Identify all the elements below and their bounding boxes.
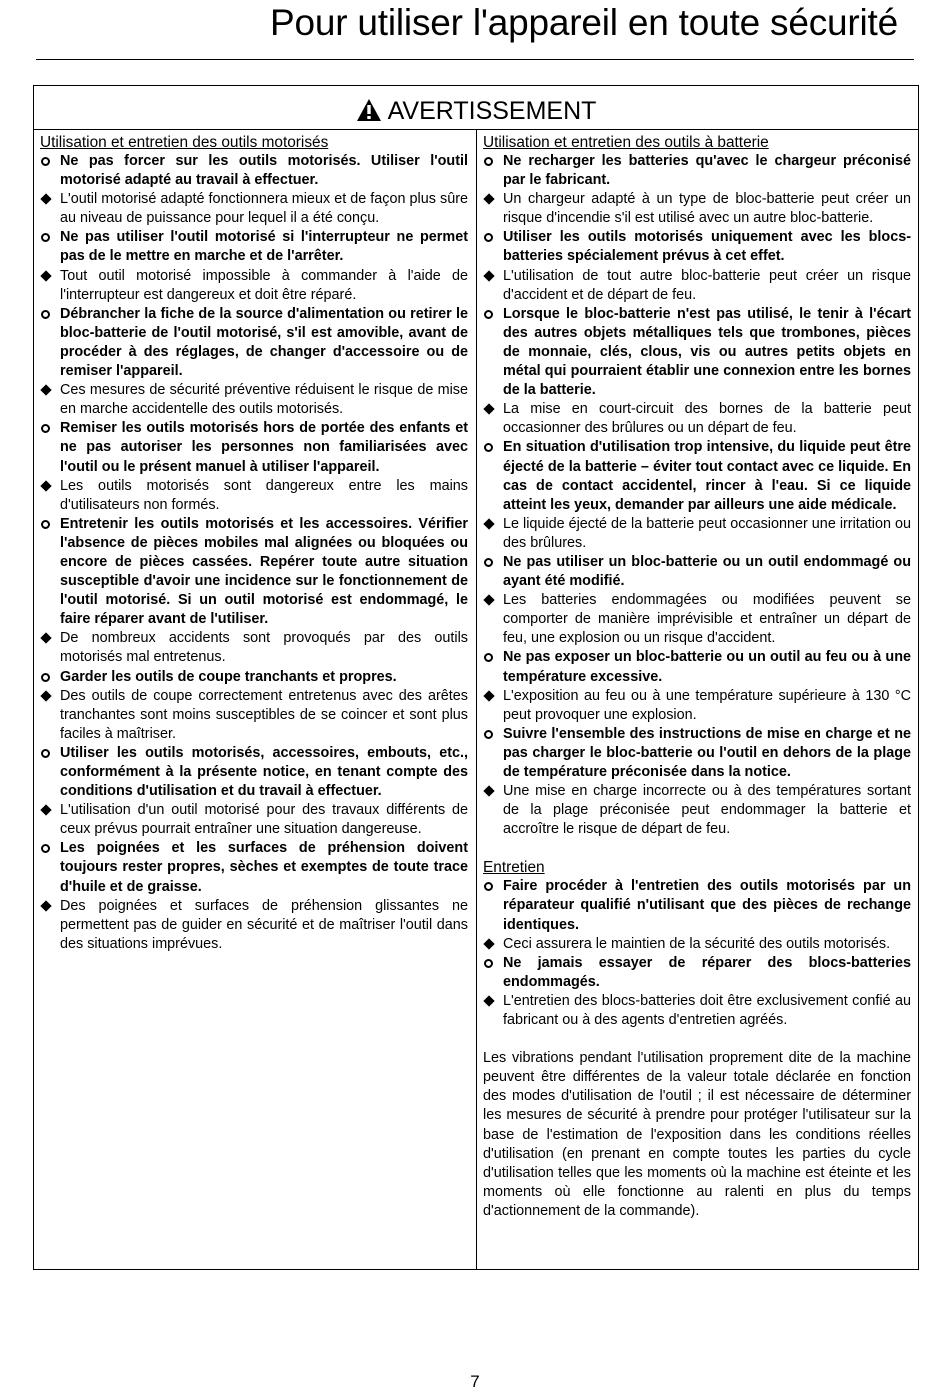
safety-rule-item [483, 305, 911, 400]
diamond-bullet-icon [40, 384, 51, 395]
diamond-bullet-icon [483, 594, 494, 605]
safety-note-item [40, 381, 468, 419]
warning-triangle-icon [356, 96, 382, 132]
circle-bullet-icon [484, 558, 493, 567]
circle-bullet-icon [41, 749, 50, 758]
bullet-symbol [40, 477, 60, 496]
bullet-symbol [483, 725, 503, 745]
item-text: Ne recharger les batteries qu'avec le chargeur préconisé par le fabricant. [503, 153, 911, 189]
section-title-battery-tools: Utilisation et entretien des outils à batterie [483, 134, 769, 151]
circle-bullet-icon [484, 443, 493, 452]
bullet-symbol [40, 381, 60, 400]
bullet-symbol [40, 228, 60, 248]
bullet-symbol [40, 267, 60, 286]
safety-rule-item [483, 954, 911, 992]
title-rule [36, 59, 914, 60]
safety-rule-item [40, 744, 468, 801]
vibration-paragraph: Les vibrations pendant l'utilisation proprement dite de la machine peuvent être différentes de la valeur totale déclarée en fonction des modes d'utilisation de l'outil ; il est nécessaire de déterminer les mesures de sécurité à prendre pour protéger l'utilisateur sur la base de l'estimation de l'exposition dans les conditions réelles d'utilisation (en prenant en compte toutes les parties du cycle d'utilisation telles que les moments où la machine est éteinte et les moments où elle fonctionne au ralenti en plus du temps d'actionnement de la commande). [483, 1050, 911, 1219]
bullet-symbol [483, 515, 503, 534]
safety-note-item [483, 190, 911, 228]
bullet-symbol [483, 782, 503, 801]
item-text: L'entretien des blocs-batteries doit être exclusivement confié au fabricant ou à des agents d'entretien agréés. [503, 992, 911, 1029]
bullet-symbol [483, 228, 503, 248]
safety-note-item [40, 687, 468, 744]
safety-rule-item [40, 419, 468, 476]
item-text: L'utilisation d'un outil motorisé pour des travaux différents de ceux prévus pourrait entraîner une situation dangereuse. [60, 802, 468, 838]
safety-note-item [40, 477, 468, 515]
bullet-symbol [483, 648, 503, 668]
diamond-bullet-icon [483, 690, 494, 701]
safety-note-item [40, 629, 468, 667]
safety-rule-item [483, 438, 911, 514]
bullet-symbol [483, 935, 503, 954]
column-divider [476, 129, 477, 1269]
item-text: Un chargeur adapté à un type de bloc-batterie peut créer un risque d'incendie s'il est utilisé avec un autre bloc-batterie. [503, 191, 911, 227]
section-title-power-tools: Utilisation et entretien des outils motorisés [40, 134, 329, 151]
bullet-symbol [483, 267, 503, 286]
safety-rule-item [483, 877, 911, 934]
item-text: Garder les outils de coupe tranchants et propres. [60, 668, 397, 685]
item-text: Remiser les outils motorisés hors de portée des enfants et ne pas autoriser les personnes non familiarisées avec l'outil ou le présent manuel à utiliser l'appareil. [60, 420, 468, 475]
item-text: Les outils motorisés sont dangereux entre les mains d'utilisateurs non formés. [60, 477, 468, 513]
item-text: Entretenir les outils motorisés et les accessoires. Vérifier l'absence de pièces mobiles mal alignées ou bloquées ou encore de pièces cassées. Repérer toute autre situation susceptible d'avoir une incidence sur le fonctionnement de l'outil motorisé. Si un outil motorisé est endommagé, le faire réparer avant de l'utiliser. [60, 515, 468, 628]
left-item-list [40, 152, 468, 954]
circle-bullet-icon [41, 520, 50, 529]
diamond-bullet-icon [40, 633, 51, 644]
diamond-bullet-icon [483, 785, 494, 796]
item-text: Faire procéder à l'entretien des outils motorisés par un réparateur qualifié n'utilisant que des pièces de rechange identiques. [503, 878, 911, 933]
right-column [483, 133, 911, 1221]
diamond-bullet-icon [483, 270, 494, 281]
page-title: Pour utiliser l'appareil en toute sécurité [269, 2, 898, 43]
diamond-bullet-icon [40, 900, 51, 911]
safety-note-item [40, 190, 468, 228]
circle-bullet-icon [484, 233, 493, 242]
item-text: Des outils de coupe correctement entretenus avec des arêtes tranchantes sont moins susceptibles de se coincer et sont plus faciles à maîtriser. [60, 687, 468, 742]
safety-note-item [483, 400, 911, 438]
bullet-symbol [40, 305, 60, 325]
circle-bullet-icon [484, 959, 493, 968]
item-text: Le liquide éjecté de la batterie peut occasionner une irritation ou des brûlures. [503, 515, 912, 551]
bullet-symbol [40, 190, 60, 209]
safety-note-item [40, 801, 468, 839]
bullet-symbol [483, 400, 503, 419]
circle-bullet-icon [484, 310, 493, 319]
item-text: L'utilisation de tout autre bloc-batterie peut créer un risque d'accident et de départ de feu. [503, 267, 911, 303]
safety-note-item [40, 897, 468, 954]
circle-bullet-icon [484, 157, 493, 166]
item-text: Ceci assurera le maintien de la sécurité des outils motorisés. [503, 935, 891, 952]
safety-rule-item [483, 725, 911, 782]
bullet-symbol [40, 419, 60, 439]
safety-note-item [483, 591, 911, 648]
circle-bullet-icon [41, 233, 50, 242]
diamond-bullet-icon [483, 995, 494, 1006]
warning-heading-text: AVERTISSEMENT [387, 97, 597, 125]
diamond-bullet-icon [483, 194, 494, 205]
bullet-symbol [483, 438, 503, 458]
safety-note-item [483, 935, 911, 954]
bullet-symbol [40, 515, 60, 535]
bullet-symbol [40, 668, 60, 688]
safety-note-item [483, 267, 911, 305]
safety-rule-item [40, 152, 468, 190]
section-title-maintenance: Entretien [483, 859, 545, 877]
bullet-symbol [483, 553, 503, 573]
item-text: Débrancher la fiche de la source d'alimentation ou retirer le bloc-batterie de l'outil motorisé, s'il est amovible, avant de procéder à des réglages, de changer d'accessoire ou de remiser l'appareil. [60, 305, 468, 380]
bullet-symbol [483, 305, 503, 325]
item-text: L'exposition au feu ou à une température supérieure à 130 °C peut provoquer une explosion. [503, 687, 911, 723]
safety-note-item [483, 687, 911, 725]
circle-bullet-icon [41, 424, 50, 433]
safety-rule-item [483, 553, 911, 591]
diamond-bullet-icon [483, 518, 494, 529]
diamond-bullet-icon [483, 938, 494, 949]
bullet-symbol [483, 992, 503, 1011]
section-spacer [483, 839, 911, 858]
safety-rule-item [40, 228, 468, 266]
item-text: Des poignées et surfaces de préhension glissantes ne permettent pas de guider en sécurité et de maîtriser l'outil dans des situations imprévues. [60, 897, 468, 952]
item-text: Lorsque le bloc-batterie n'est pas utilisé, le tenir à l'écart des autres objets métalliques tels que trombones, pièces de monnaie, clés, clous, vis ou autres petits objets en métal qui pourraient établir une connexion entre les bornes de la batterie. [503, 305, 911, 399]
item-text: L'outil motorisé adapté fonctionnera mieux et de façon plus sûre au niveau de puissance pour lequel il a été conçu. [60, 191, 468, 227]
bullet-symbol [40, 897, 60, 916]
item-text: De nombreux accidents sont provoqués par des outils motorisés mal entretenus. [60, 630, 468, 666]
circle-bullet-icon [41, 310, 50, 319]
item-text: Utiliser les outils motorisés uniquement avec les blocs-batteries spécialement prévus à cet effet. [503, 229, 911, 265]
circle-bullet-icon [484, 653, 493, 662]
item-text: Utiliser les outils motorisés, accessoires, embouts, etc., conformément à la présente notice, en tenant compte des conditions d'utilisation et du travail à effectuer. [60, 744, 468, 800]
safety-rule-item [40, 839, 468, 896]
safety-rule-item [483, 648, 911, 686]
bullet-symbol [483, 954, 503, 974]
bullet-symbol [483, 687, 503, 706]
item-text: Ne pas utiliser l'outil motorisé si l'interrupteur ne permet pas de le mettre en marche et de l'arrêter. [60, 229, 468, 265]
item-text: Ne pas utiliser un bloc-batterie ou un outil endommagé ou ayant été modifié. [503, 553, 911, 590]
bullet-symbol [40, 839, 60, 859]
circle-bullet-icon [41, 673, 50, 682]
item-text: Tout outil motorisé impossible à commander à l'aide de l'interrupteur est dangereux et doit être réparé. [60, 267, 468, 303]
item-text: Suivre l'ensemble des instructions de mise en charge et ne pas charger le bloc-batterie ou l'outil en dehors de la plage de température préconisée dans la notice. [503, 725, 911, 780]
maintenance-item-list [483, 877, 911, 1030]
safety-note-item [483, 515, 911, 553]
page-number: 7 [470, 1372, 480, 1391]
safety-rule-item [40, 668, 468, 687]
item-text: En situation d'utilisation trop intensive, du liquide peut être éjecté de la batterie – éviter tout contact avec ce liquide. En cas de contact accidentel, rincer à l'eau. Si ce liquide atteint les yeux, demander par ailleurs une aide médicale. [503, 439, 911, 513]
item-text: Les poignées et les surfaces de préhension doivent toujours rester propres, sèches et exemptes de toute trace d'huile et de graisse. [60, 840, 468, 895]
paragraph-spacer [483, 1030, 911, 1049]
diamond-bullet-icon [40, 690, 51, 701]
bullet-symbol [483, 190, 503, 209]
bullet-symbol [483, 591, 503, 610]
item-text: Les batteries endommagées ou modifiées peuvent se comporter de manière imprévisible et entraîner un départ de feu, une explosion ou un risque d'accident. [503, 592, 911, 647]
item-text: Une mise en charge incorrecte ou à des températures sortant de la plage préconisée peut endommager la batterie et accroître le risque de départ de feu. [503, 783, 911, 838]
item-text: Ne jamais essayer de réparer des blocs-batteries endommagés. [503, 954, 911, 990]
diamond-bullet-icon [40, 805, 51, 816]
diamond-bullet-icon [40, 270, 51, 281]
right-item-list [483, 152, 911, 839]
diamond-bullet-icon [483, 404, 494, 415]
warning-box [33, 85, 919, 1270]
safety-rule-item [40, 305, 468, 381]
safety-note-item [483, 782, 911, 839]
safety-rule-item [483, 152, 911, 190]
bullet-symbol [40, 629, 60, 648]
circle-bullet-icon [484, 882, 493, 891]
safety-note-item [483, 992, 911, 1030]
bullet-symbol [40, 152, 60, 172]
item-text: Ne pas forcer sur les outils motorisés. Utiliser l'outil motorisé adapté au travail à effectuer. [60, 153, 468, 189]
circle-bullet-icon [41, 157, 50, 166]
circle-bullet-icon [484, 730, 493, 739]
safety-note-item [40, 267, 468, 305]
bullet-symbol [40, 801, 60, 820]
diamond-bullet-icon [40, 480, 51, 491]
warning-heading [34, 93, 918, 129]
diamond-bullet-icon [40, 194, 51, 205]
left-column [40, 133, 468, 954]
safety-rule-item [40, 515, 468, 630]
item-text: Ces mesures de sécurité préventive réduisent le risque de mise en marche accidentelle des outils motorisés. [60, 382, 468, 418]
item-text: La mise en court-circuit des bornes de la batterie peut occasionner des brûlures ou un départ de feu. [503, 401, 911, 437]
item-text: Ne pas exposer un bloc-batterie ou un outil au feu ou à une température excessive. [503, 649, 911, 685]
bullet-symbol [40, 687, 60, 706]
bullet-symbol [483, 152, 503, 172]
bullet-symbol [40, 744, 60, 764]
safety-rule-item [483, 228, 911, 266]
bullet-symbol [483, 877, 503, 897]
circle-bullet-icon [41, 844, 50, 853]
